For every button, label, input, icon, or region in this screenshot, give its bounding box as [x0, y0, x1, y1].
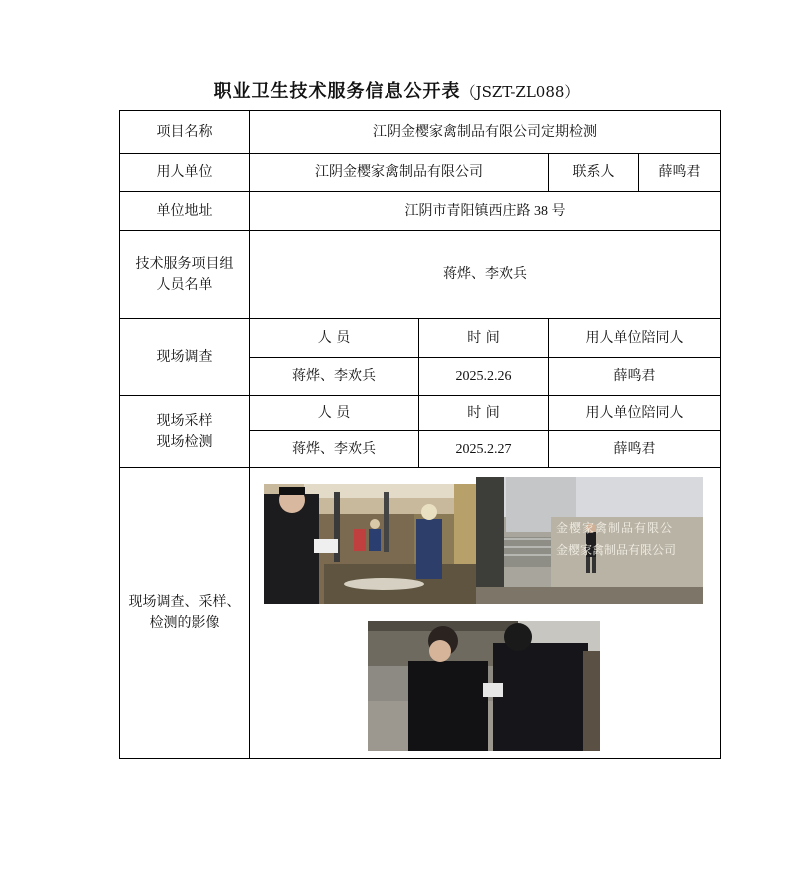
contact-value: 薛鸣君 [639, 154, 721, 192]
photo-workshop [264, 484, 476, 604]
sampling-time: 2025.2.27 [419, 431, 549, 468]
sampling-person: 蒋烨、李欢兵 [250, 431, 419, 468]
gate-sign-line2: 金樱家禽制品有限公司 [556, 543, 677, 557]
page-title [0, 77, 793, 103]
survey-col-time: 时 间 [419, 319, 549, 358]
sampling-col-companion: 用人单位陪同人 [549, 396, 721, 431]
photo-gate-image [476, 477, 703, 604]
survey-col-person: 人 员 [250, 319, 419, 358]
photo-inspection [368, 621, 600, 751]
team-label-line1: 技术服务项目组 [135, 255, 234, 272]
sampling-companion: 薛鸣君 [549, 431, 721, 468]
row-address [120, 192, 721, 231]
row-team [120, 231, 721, 319]
gate-sign-line1: 金樱家禽制品有限公 [556, 521, 674, 535]
team-label-line2: 人员名单 [156, 276, 213, 293]
address-label: 单位地址 [120, 192, 250, 231]
row-project [120, 111, 721, 154]
images-label-line1: 现场调查、采样、 [128, 594, 241, 610]
team-value: 蒋烨、李欢兵 [250, 231, 721, 319]
survey-person: 蒋烨、李欢兵 [250, 358, 419, 396]
sampling-label-line1: 现场采样 [156, 412, 213, 429]
row-employer [120, 154, 721, 192]
sampling-label-line2: 现场检测 [156, 433, 213, 450]
photo-workshop-image [264, 484, 476, 604]
info-table [119, 110, 721, 759]
address-value: 江阴市青阳镇西庄路 38 号 [250, 192, 721, 231]
employer-label: 用人单位 [120, 154, 250, 192]
images-cell [250, 468, 721, 759]
form-code: （JSZT-ZL088） [460, 83, 580, 101]
row-sampling-header [120, 396, 721, 431]
images-label-line2: 检测的影像 [149, 615, 220, 631]
project-label: 项目名称 [120, 111, 250, 154]
survey-companion: 薛鸣君 [549, 358, 721, 396]
title-text: 职业卫生技术服务信息公开表 [213, 81, 461, 102]
survey-label: 现场调查 [120, 319, 250, 396]
photo-inspection-image [368, 621, 600, 751]
sampling-label [120, 396, 250, 468]
project-value: 江阴金樱家禽制品有限公司定期检测 [250, 111, 721, 154]
survey-col-companion: 用人单位陪同人 [549, 319, 721, 358]
sampling-col-person: 人 员 [250, 396, 419, 431]
row-images [120, 468, 721, 759]
survey-time: 2025.2.26 [419, 358, 549, 396]
contact-label: 联系人 [549, 154, 639, 192]
employer-value: 江阴金樱家禽制品有限公司 [250, 154, 549, 192]
sampling-col-time: 时 间 [419, 396, 549, 431]
images-label [120, 468, 250, 759]
photo-gate [476, 477, 703, 604]
row-survey-header [120, 319, 721, 358]
team-label [120, 231, 250, 319]
